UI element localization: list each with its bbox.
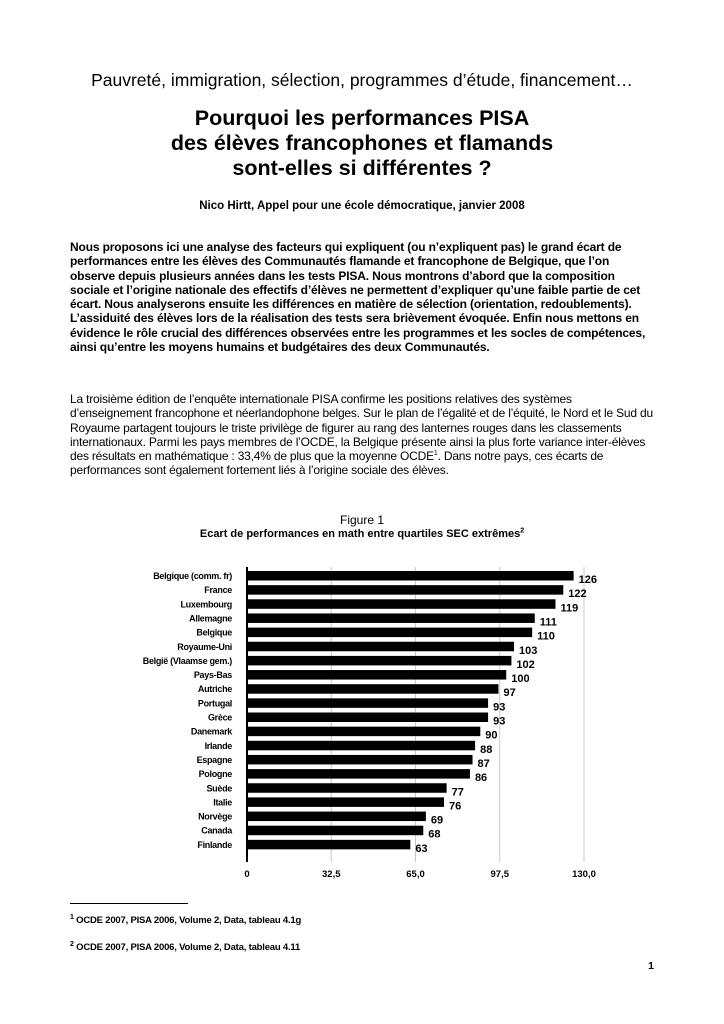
page-number: 1 [648, 960, 654, 972]
bar [247, 571, 574, 581]
tick-label-layer [244, 869, 596, 880]
category-label: Allemagne [189, 613, 232, 624]
grid-layer [331, 567, 587, 862]
footnote-ref-1[interactable]: 1 [433, 450, 438, 458]
value-label: 93 [493, 701, 506, 714]
bar [247, 713, 488, 723]
bar [247, 656, 511, 666]
abstract-paragraph: Nous proposons ici une analyse des facteurs qui expliquent (ou n’expliquent pas) le grand écart de performances entre les élèves des Communautés flamande et francophone de Belgique, que l’on observe depuis plusieurs années dans les tests PISA. Nous montrons d’abord que la composition sociale et l’origine nationale des effectifs d’élèves ne permettent d’expliquer qu’une faible partie de cet écart. Nous analyserons ensuite les différences en matière de sélection (orientation, redoublements). L’assiduité des élèves lors de la réalisation des tests sera brièvement évoquée. Enfin nous mettons en évidence le rôle crucial des différences observées entre les programmes et les socles de compétences, ainsi qu’entre les moyens humains et budgétaires des deux Communautés. [70, 240, 646, 355]
category-label: France [204, 585, 232, 596]
value-label: 69 [430, 814, 444, 827]
footnote-separator [70, 903, 188, 904]
figure-label: Figure 1 [339, 513, 385, 527]
value-label: 100 [511, 673, 530, 686]
category-label: Suède [206, 783, 232, 794]
value-label: 102 [516, 658, 535, 671]
bar [247, 628, 532, 638]
value-label: 119 [560, 602, 579, 615]
footnote-2 [70, 942, 300, 953]
bar [247, 797, 444, 807]
value-label: 86 [474, 772, 488, 785]
category-label: Pays-Bas [193, 670, 232, 681]
bar-layer [247, 571, 574, 849]
value-label: 87 [477, 757, 490, 770]
bar [247, 642, 514, 652]
bar [247, 727, 480, 737]
value-label: 90 [485, 729, 498, 742]
footnote-2-number: 2 [70, 940, 74, 948]
value-label-layer [415, 574, 597, 855]
category-label: Espagne [196, 754, 232, 765]
category-label: Autriche [197, 684, 232, 695]
x-tick-label: 0 [244, 869, 250, 880]
bar [247, 684, 498, 694]
bar [247, 741, 475, 751]
category-label: België (Vlaamse gem.) [142, 655, 232, 666]
category-label: Irlande [204, 740, 232, 751]
category-label: Canada [201, 825, 232, 836]
value-label: 77 [451, 786, 464, 799]
bar [247, 670, 506, 680]
bar [247, 599, 555, 609]
bar [247, 812, 426, 822]
bar [247, 769, 470, 779]
footnote-2-text: OCDE 2007, PISA 2006, Volume 2, Data, tableau 4.11 [76, 942, 301, 953]
value-label: 63 [415, 842, 428, 855]
page-title [0, 106, 724, 181]
kicker-line: Pauvreté, immigration, sélection, programmes d’étude, financement… [91, 70, 633, 90]
bar [247, 585, 563, 595]
category-label: Italie [213, 797, 232, 808]
figure-title-text: Ecart de performances en math entre quartiles SEC extrêmes [199, 528, 521, 540]
value-label: 122 [568, 588, 587, 601]
category-label: Belgique [196, 627, 232, 638]
title-line-1: Pourquoi les performances PISA [194, 106, 530, 130]
bar [247, 840, 410, 850]
x-tick-label: 32,5 [322, 869, 341, 880]
value-label: 97 [503, 687, 516, 700]
body-paragraph [70, 392, 654, 478]
title-line-3: sont-elles si différentes ? [232, 156, 492, 180]
category-label: Pologne [198, 769, 232, 780]
x-tick-label: 130,0 [572, 869, 596, 880]
category-label-layer [143, 571, 234, 850]
bar [247, 613, 535, 623]
value-label: 88 [480, 743, 493, 756]
footnote-1-text: OCDE 2007, PISA 2006, Volume 2, Data, tableau 4.1g [76, 915, 302, 926]
value-label: 111 [539, 616, 557, 629]
x-tick-label: 97,5 [490, 869, 509, 880]
value-label: 68 [428, 828, 441, 841]
figure-title [0, 528, 724, 540]
value-label: 76 [449, 800, 462, 813]
category-label: Portugal [197, 698, 232, 709]
body-text-1: La troisième édition de l’enquête internationale PISA confirme les positions relatives des systèmes d’enseignement francophone et néerlandophone belges. Sur le plan de l’égalité et de l’équité, le Nord et le Sud du Royaume partagent toujours le triste privilège de figurer au rang des lanternes rouges dans les classements internationaux. Parmi les pays membres de l’OCDE, la Belgique présente ainsi la plus forte variance inter-élèves des résultats en mathématique : 33,4% de plus que la moyenne OCDE [70, 392, 653, 464]
category-label: Norvège [198, 811, 232, 822]
byline: Nico Hirtt, Appel pour une école démocratique, janvier 2008 [199, 200, 525, 212]
bar [247, 698, 488, 708]
value-label: 103 [519, 644, 538, 657]
category-label: Royaume-Uni [177, 641, 232, 652]
value-label: 93 [493, 715, 506, 728]
category-label: Luxembourg [180, 599, 232, 610]
title-line-2: des élèves francophones et flamands [170, 131, 554, 155]
footnote-1 [70, 915, 301, 926]
body-text-2: . Dans notre pays, ces écarts de performances sont également fortement liés à l’origine sociale des élèves. [70, 449, 604, 478]
footnote-ref-2[interactable]: 2 [520, 527, 525, 535]
category-label: Belgique (comm. fr) [153, 571, 232, 581]
footnote-1-number: 1 [70, 913, 74, 921]
value-label: 110 [537, 630, 555, 643]
category-label: Finlande [197, 839, 232, 850]
category-label: Danemark [190, 726, 232, 737]
bar [247, 783, 447, 793]
bar [247, 755, 473, 765]
bar [247, 826, 423, 836]
category-label: Grèce [207, 712, 232, 723]
x-tick-label: 65,0 [406, 869, 425, 880]
value-label: 126 [578, 574, 597, 586]
